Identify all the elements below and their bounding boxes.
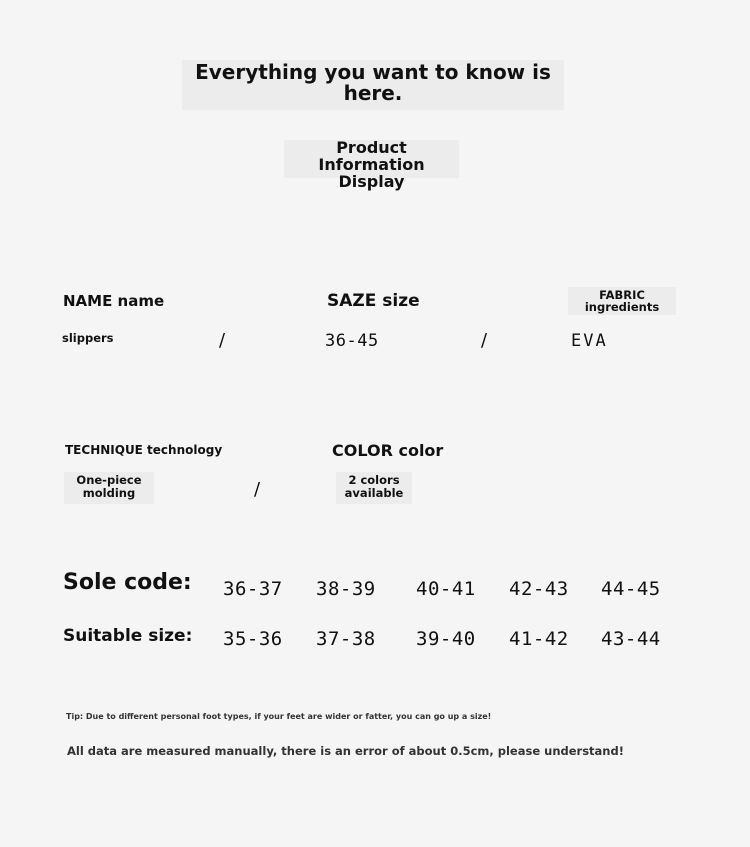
separator-3: / (254, 479, 261, 500)
fabric-label (568, 287, 676, 315)
tip-note: Tip: Due to different personal foot types, if your feet are wider or fatter, you can go up a size! (66, 712, 492, 721)
suitable-size-cell: 35-36 (223, 628, 283, 650)
technique-value (64, 472, 154, 504)
sole-code-cell: 42-43 (509, 578, 569, 600)
measurement-note: All data are measured manually, there is an error of about 0.5cm, please understand! (67, 744, 624, 758)
name-label: NAME name (63, 292, 165, 310)
suitable-size-cell: 41-42 (509, 628, 569, 650)
color-label: COLOR color (332, 441, 444, 460)
page-subtitle (284, 138, 459, 191)
size-value: 36-45 (325, 331, 379, 351)
sole-code-cell: 40-41 (416, 578, 476, 600)
page-subtitle-text: Product Information Display (318, 138, 425, 191)
name-value: slippers (62, 331, 114, 345)
size-label: SAZE size (327, 291, 420, 311)
separator-2: / (481, 330, 488, 351)
sole-code-cell: 38-39 (316, 578, 376, 600)
fabric-value: EVA (571, 331, 608, 351)
page-title (182, 60, 564, 110)
sole-code-cell: 36-37 (223, 578, 283, 600)
sole-code-label: Sole code: (63, 570, 192, 595)
color-value (336, 472, 412, 504)
fabric-label-text: FABRIC ingredients (584, 288, 660, 315)
suitable-size-cell: 37-38 (316, 628, 376, 650)
suitable-size-cell: 39-40 (416, 628, 476, 650)
technique-label: TECHNIQUE technology (65, 443, 223, 457)
separator-1: / (219, 330, 226, 351)
sole-code-cell: 44-45 (601, 578, 661, 600)
suitable-size-label: Suitable size: (63, 626, 193, 646)
color-value-text: 2 colors available (344, 473, 404, 501)
technique-value-text: One-piece molding (76, 473, 142, 501)
suitable-size-cell: 43-44 (601, 628, 661, 650)
page-title-text: Everything you want to know is here. (195, 60, 551, 105)
